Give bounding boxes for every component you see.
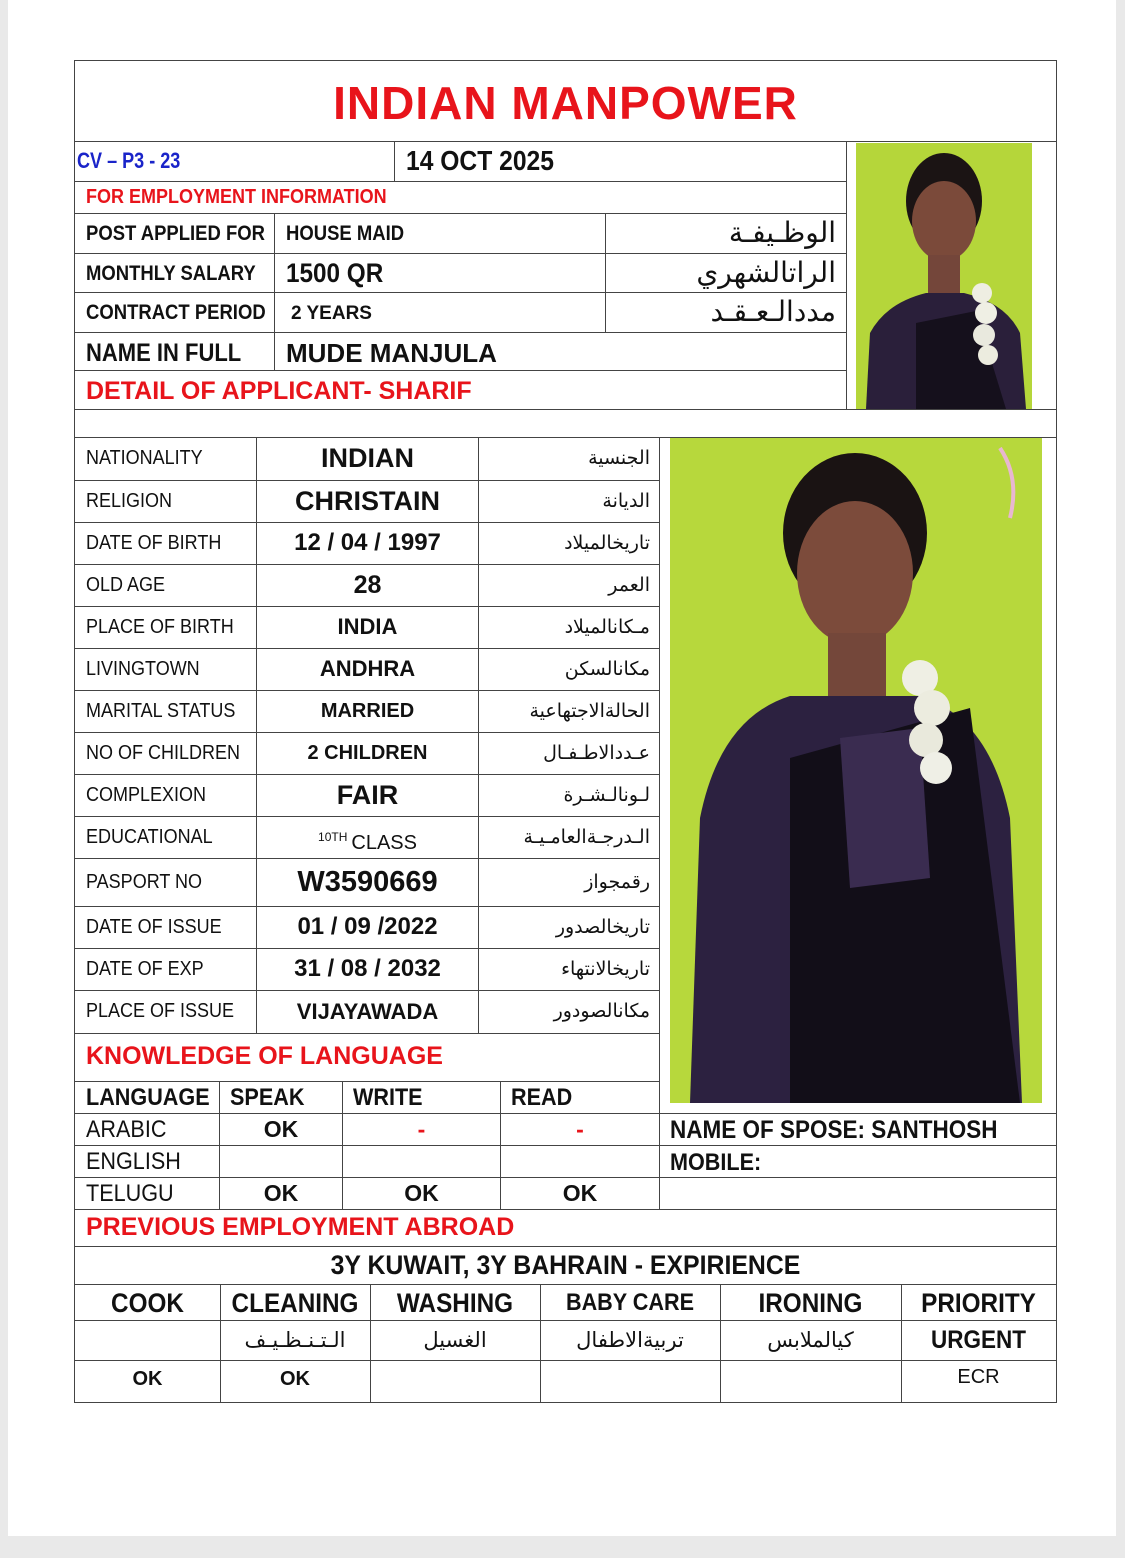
detail-label: NATIONALITY	[86, 447, 203, 469]
detail-arabic: رقمجواز	[584, 871, 650, 893]
applicant-photo-large	[670, 438, 1042, 1103]
employment-row-arabic: مددالـعـقـد	[710, 295, 836, 328]
language-write-value	[343, 1146, 500, 1177]
skill-value	[540, 1362, 720, 1396]
detail-label: DATE OF ISSUE	[86, 916, 222, 938]
skill-arabic: الـتـنـظـيـف	[244, 1328, 346, 1352]
applicant-detail-heading: DETAIL OF APPLICANT- SHARIF	[86, 377, 472, 405]
detail-label: PASPORT NO	[86, 871, 203, 893]
language-write-value: OK	[404, 1180, 439, 1206]
employment-row-value: 1500 QR	[286, 258, 384, 288]
detail-label: DATE OF BIRTH	[86, 532, 222, 554]
employment-row-label: POST APPLIED FOR	[86, 222, 266, 245]
detail-arabic: مكانالصودور	[553, 1000, 650, 1022]
spouse-name: NAME OF SPOSE: SANTHOSH	[670, 1116, 998, 1144]
language-header: WRITE	[353, 1084, 423, 1111]
detail-value: W3590669	[297, 866, 438, 898]
detail-value: CHRISTAIN	[295, 486, 440, 516]
employment-row-label: CONTRACT PERIOD	[86, 301, 266, 324]
employment-row-value: HOUSE MAID	[286, 222, 405, 245]
cv-code: CV – P3 - 23	[77, 148, 181, 173]
skill-arabic	[75, 1322, 220, 1358]
language-read-value: OK	[562, 1180, 598, 1206]
skill-arabic: الغسيل	[423, 1328, 487, 1352]
detail-arabic: تاريخالانتهاء	[561, 958, 650, 980]
spouse-mobile: MOBILE:	[670, 1149, 762, 1176]
detail-label: NO OF CHILDREN	[86, 742, 241, 764]
detail-value: 28	[353, 571, 382, 599]
previous-employment-summary: 3Y KUWAIT, 3Y BAHRAIN - EXPIRIENCE	[330, 1250, 801, 1280]
detail-label: EDUCATIONAL	[86, 826, 213, 848]
detail-value: 2 CHILDREN	[307, 742, 428, 764]
employment-info-heading: FOR EMPLOYMENT INFORMATION	[86, 186, 387, 208]
detail-arabic: الجنسية	[588, 447, 650, 469]
detail-label: DATE OF EXP	[86, 958, 204, 980]
detail-arabic: العمر	[608, 574, 650, 596]
skill-header: PRIORITY	[921, 1288, 1036, 1318]
language-name: ARABIC	[86, 1116, 167, 1143]
skill-header: COOK	[111, 1288, 184, 1318]
skill-header: CLEANING	[231, 1288, 359, 1318]
employment-row-arabic: الراتالشهري	[696, 256, 836, 289]
detail-arabic: لـونالـشـرة	[563, 784, 650, 806]
language-heading: KNOWLEDGE OF LANGUAGE	[86, 1042, 443, 1070]
applicant-photo-small	[856, 143, 1032, 409]
detail-value: 12 / 04 / 1997	[294, 529, 441, 556]
cv-date: 14 OCT 2025	[406, 145, 554, 176]
detail-arabic: مكانالسكن	[564, 658, 650, 680]
detail-value: ANDHRA	[319, 656, 416, 681]
skill-header: WASHING	[396, 1288, 514, 1318]
detail-arabic: عـددالاطـفـال	[543, 742, 650, 764]
detail-label: PLACE OF ISSUE	[86, 1000, 235, 1022]
detail-value: 01 / 09 /2022	[297, 913, 438, 940]
detail-value-superscript: 10TH	[318, 830, 348, 844]
skill-header: BABY CARE	[565, 1289, 695, 1316]
detail-value: INDIA	[337, 614, 398, 639]
detail-label: RELIGION	[86, 490, 173, 512]
skill-value: OK	[132, 1368, 163, 1390]
detail-label: MARITAL STATUS	[86, 700, 236, 722]
detail-arabic: الـدرجـةالعامـيـة	[523, 826, 650, 848]
page-title: INDIAN MANPOWER	[333, 77, 798, 129]
detail-label: COMPLEXION	[86, 784, 207, 806]
detail-label: OLD AGE	[86, 574, 166, 596]
language-write-value: -	[417, 1116, 426, 1142]
detail-value: INDIAN	[321, 443, 414, 473]
employment-row-value: 2 YEARS	[291, 303, 372, 324]
language-speak-value	[220, 1146, 342, 1177]
employment-row-label: MONTHLY SALARY	[86, 262, 256, 285]
detail-value: MARRIED	[320, 700, 415, 722]
language-read-value	[501, 1146, 659, 1177]
detail-value-text: CLASS	[351, 832, 417, 854]
detail-value: FAIR	[336, 780, 399, 810]
language-header: SPEAK	[230, 1084, 305, 1111]
skill-value: OK	[280, 1368, 310, 1390]
skill-value: ECR	[957, 1366, 1000, 1388]
language-speak-value: OK	[263, 1116, 299, 1142]
employment-row-arabic: الوظـيفـة	[728, 216, 836, 249]
language-name: ENGLISH	[86, 1148, 181, 1175]
detail-value: VIJAYAWADA	[296, 999, 439, 1024]
skill-arabic: تربيةالاطفال	[576, 1328, 684, 1352]
detail-arabic: مـكانالميلاد	[564, 616, 650, 638]
detail-value: 31 / 08 / 2032	[294, 955, 441, 982]
skill-value	[370, 1362, 540, 1396]
detail-label: LIVINGTOWN	[86, 658, 200, 680]
detail-arabic: الحالةالاجتهاعية	[529, 700, 650, 722]
language-header: READ	[511, 1084, 573, 1111]
detail-value	[257, 816, 478, 858]
previous-employment-heading: PREVIOUS EMPLOYMENT ABROAD	[86, 1213, 515, 1241]
name-in-full-value: MUDE MANJULA	[286, 338, 497, 368]
skill-value	[720, 1362, 901, 1396]
name-in-full-label: NAME IN FULL	[86, 339, 242, 367]
detail-arabic: الديانة	[602, 490, 650, 512]
detail-label: PLACE OF BIRTH	[86, 616, 234, 638]
skill-priority-value: URGENT	[930, 1326, 1027, 1354]
skill-arabic: كيالملابس	[767, 1328, 854, 1352]
skill-header: IRONING	[758, 1288, 863, 1318]
language-name: TELUGU	[86, 1180, 174, 1207]
detail-arabic: تاريخالصدور	[555, 916, 650, 938]
language-header: LANGUAGE	[86, 1084, 210, 1111]
language-read-value: -	[576, 1116, 584, 1142]
detail-arabic: تاريخالميلاد	[564, 532, 650, 554]
language-speak-value: OK	[263, 1180, 299, 1206]
